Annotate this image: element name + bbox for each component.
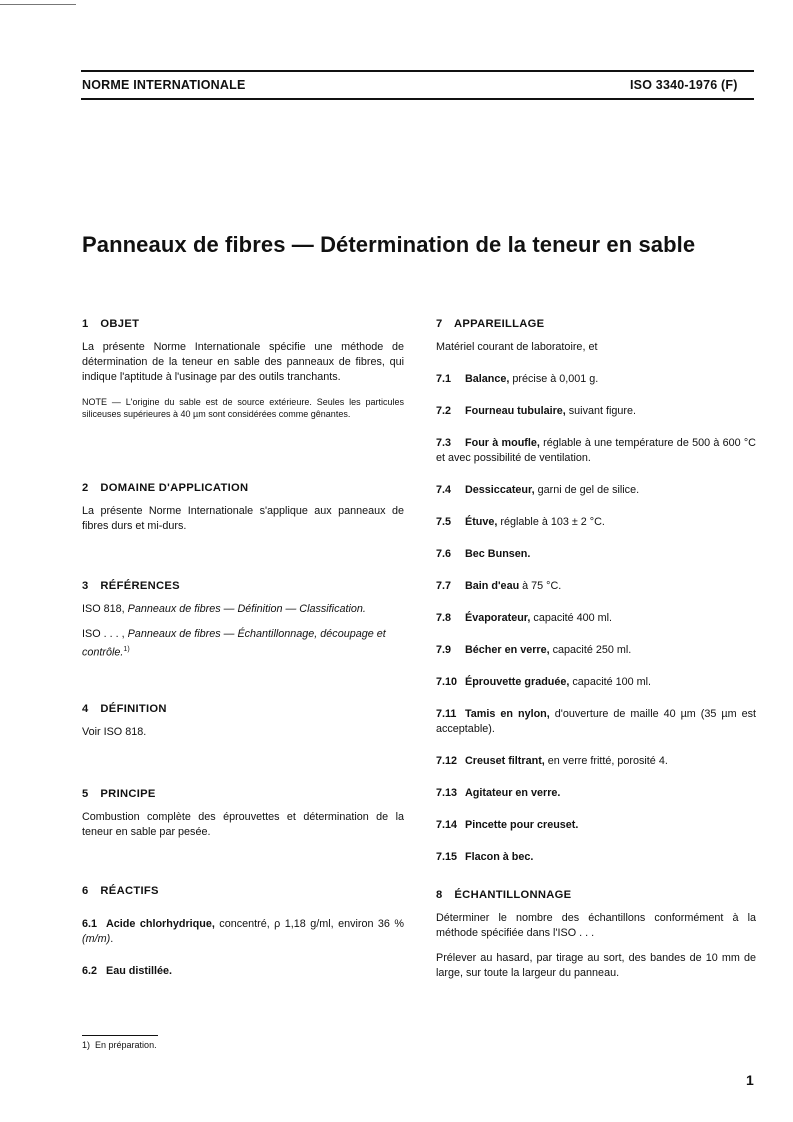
apparatus-item: 7.9 Bécher en verre, capacité 250 ml. [436, 644, 632, 656]
section-4-heading: 4 DÉFINITION [82, 703, 167, 715]
header-rule-top [81, 70, 754, 72]
item-6-1: 6.1 Acide chlorhydrique, concentré, ρ 1,18 g/ml, environ 36 % (m/m). [82, 918, 404, 945]
top-corner-rule [0, 4, 76, 5]
section-1-heading: 1 OBJET [82, 318, 140, 330]
apparatus-item: 7.1 Balance, précise à 0,001 g. [436, 373, 599, 385]
section-3-heading: 3 RÉFÉRENCES [82, 580, 180, 592]
apparatus-item: 7.10 Éprouvette graduée, capacité 100 ml. [436, 676, 652, 688]
section-1-note: NOTE — L'origine du sable est de source extérieure. Seules les particules siliceuses supérieures à 40 µm sont considérées comme gênantes. [82, 397, 404, 419]
section-2-heading: 2 DOMAINE D'APPLICATION [82, 482, 249, 494]
footnote-rule [82, 1035, 158, 1036]
apparatus-item: 7.3 Four à moufle, réglable à une température de 500 à 600 °C et avec possibilité de ventilation. [436, 437, 756, 464]
apparatus-item: 7.4 Dessiccateur, garni de gel de silice. [436, 484, 640, 496]
apparatus-item: 7.11 Tamis en nylon, d'ouverture de maille 40 µm (35 µm est acceptable). [436, 708, 756, 735]
apparatus-item: 7.6 Bec Bunsen. [436, 548, 531, 560]
footnote: 1) En préparation. [82, 1040, 157, 1050]
header-rule-bottom [81, 98, 754, 100]
section-4-text: Voir ISO 818. [82, 726, 147, 738]
section-2-text: La présente Norme Internationale s'applique aux panneaux de fibres durs et mi-durs. [82, 505, 404, 532]
apparatus-item: 7.7 Bain d'eau à 75 °C. [436, 580, 562, 592]
section-8-text-1: Déterminer le nombre des échantillons conformément à la méthode spécifiée dans l'ISO . . . [436, 912, 756, 939]
section-8-heading: 8 ÉCHANTILLONNAGE [436, 889, 572, 901]
section-8-text-2: Prélever au hasard, par tirage au sort, des bandes de 10 mm de large, sur toute la largeur du panneau. [436, 952, 756, 979]
section-6-heading: 6 RÉACTIFS [82, 885, 159, 897]
page-number: 1 [746, 1072, 754, 1088]
section-7-intro: Matériel courant de laboratoire, et [436, 341, 598, 353]
apparatus-item: 7.5 Étuve, réglable à 103 ± 2 °C. [436, 516, 605, 528]
apparatus-item: 7.14 Pincette pour creuset. [436, 819, 579, 831]
apparatus-item: 7.12 Creuset filtrant, en verre fritté, porosité 4. [436, 755, 668, 767]
apparatus-item: 7.15 Flacon à bec. [436, 851, 534, 863]
apparatus-item: 7.8 Évaporateur, capacité 400 ml. [436, 612, 613, 624]
reference-iso-sampling: ISO . . . , Panneaux de fibres — Échantillonnage, découpage et contrôle.$^{1)}$ [82, 628, 386, 659]
header-left: NORME INTERNATIONALE [82, 78, 246, 92]
footnote-ref: 1) [123, 646, 130, 653]
section-7-heading: 7 APPAREILLAGE [436, 318, 545, 330]
section-5-heading: 5 PRINCIPE [82, 788, 156, 800]
item-6-2: 6.2 Eau distillée. [82, 965, 173, 977]
header-right: ISO 3340-1976 (F) [630, 78, 738, 92]
section-1-text: La présente Norme Internationale spécifie une méthode de détermination de la teneur en sable des panneaux de fibres, qui indique l'aptitude à l'usinage par des outils tranchants. [82, 341, 404, 383]
section-5-text: Combustion complète des éprouvettes et détermination de la teneur en sable par pesée. [82, 811, 404, 838]
page-title: Panneaux de fibres — Détermination de la teneur en sable [82, 232, 696, 257]
reference-iso-818: ISO 818, Panneaux de fibres — Définition — Classification. [82, 603, 366, 615]
apparatus-item: 7.2 Fourneau tubulaire, suivant figure. [436, 405, 636, 417]
apparatus-item: 7.13 Agitateur en verre. [436, 787, 561, 799]
